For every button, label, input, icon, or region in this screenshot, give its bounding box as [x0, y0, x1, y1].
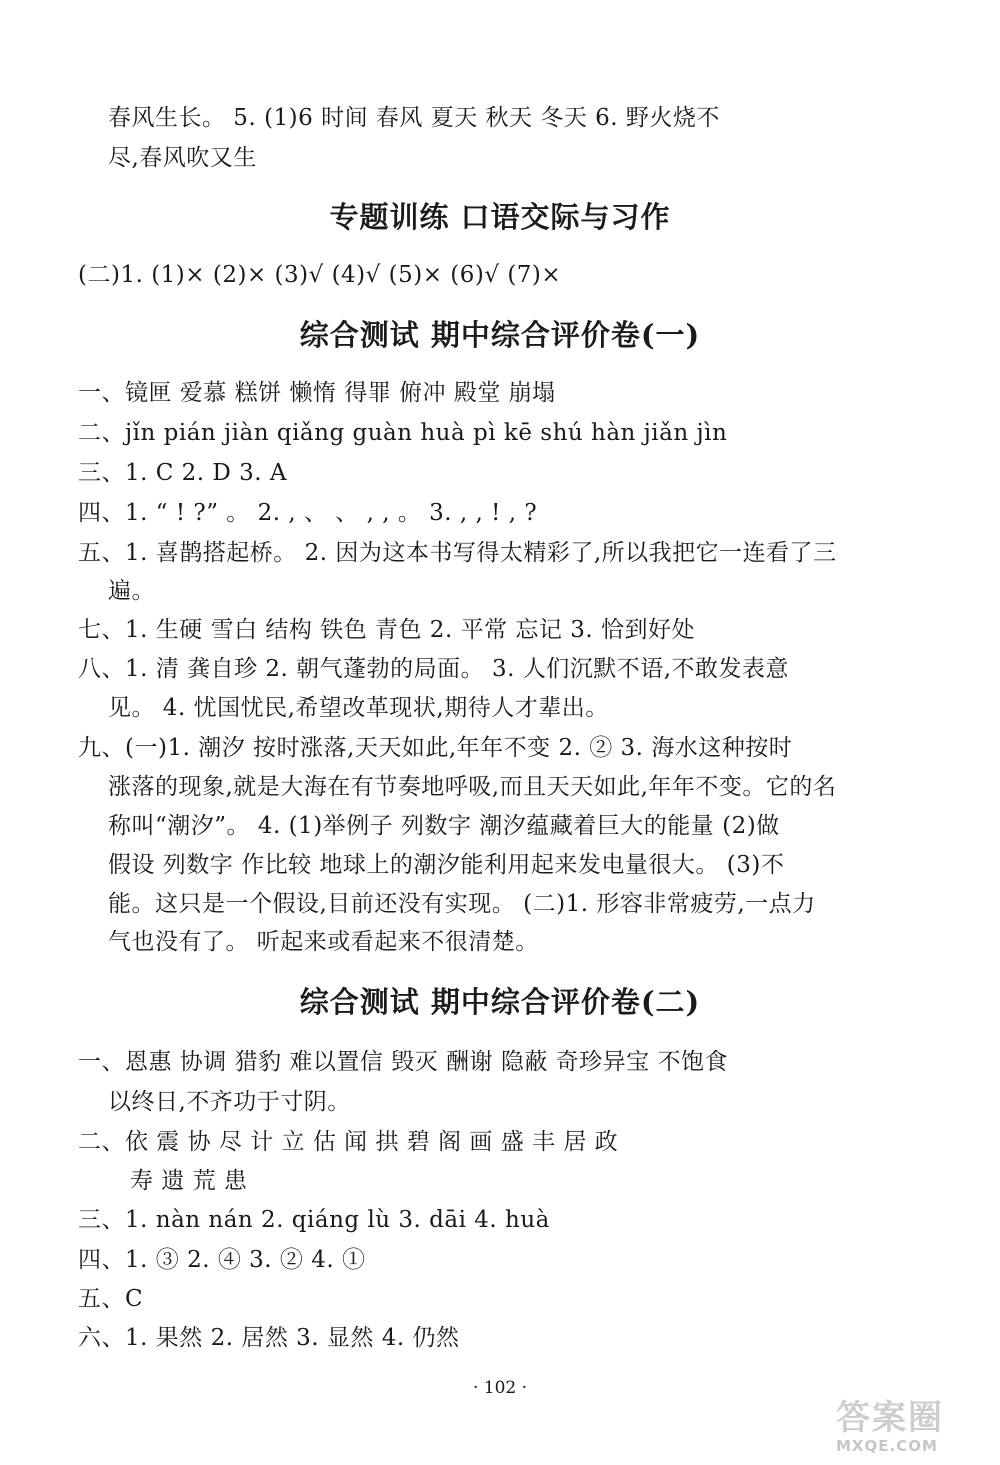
- text-line: 能。这只是一个假设,目前还没有实现。 (二)1. 形容非常疲劳,一点力: [108, 891, 816, 917]
- watermark-url: MXQE.COM: [836, 1437, 938, 1455]
- text-line: 遍。: [108, 578, 155, 604]
- text-line: 二、依 震 协 尽 计 立 估 闻 拱 碧 阁 画 盛 丰 居 政: [78, 1129, 619, 1155]
- watermark-logo-text: 答案圈: [836, 1398, 944, 1438]
- text-line: 九、(一)1. 潮汐 按时涨落,天天如此,年年不变 2. ② 3. 海水这种按时: [78, 735, 793, 761]
- text-line: 八、1. 清 龚自珍 2. 朝气蓬勃的局面。 3. 人们沉默不语,不敢发表意: [78, 656, 790, 682]
- text-line: 五、C: [78, 1286, 144, 1312]
- text-line: 见。 4. 忧国忧民,希望改革现状,期待人才辈出。: [108, 695, 609, 721]
- text-line: 五、1. 喜鹊搭起桥。 2. 因为这本书写得太精彩了,所以我把它一连看了三: [78, 540, 837, 566]
- section-heading: 综合测试 期中综合评价卷(二): [299, 985, 701, 1019]
- watermark-logo: [836, 1400, 986, 1460]
- section-heading: 综合测试 期中综合评价卷(一): [299, 318, 701, 352]
- text-line: 一、恩惠 协调 猎豹 难以置信 毁灭 酬谢 隐蔽 奇珍异宝 不饱食: [78, 1049, 728, 1075]
- text-line: 春风生长。 5. (1)6 时间 春风 夏天 秋天 冬天 6. 野火烧不: [108, 105, 720, 131]
- text-line: 一、镜匣 爱慕 糕饼 懒惰 得罪 俯冲 殿堂 崩塌: [78, 380, 556, 406]
- text-line: 二、jǐn pián jiàn qiǎng guàn huà pì kē shú hàn jiǎn jìn: [78, 420, 728, 446]
- text-line: 三、1. nàn nán 2. qiáng lù 3. dāi 4. huà: [78, 1207, 550, 1233]
- text-line: 六、1. 果然 2. 居然 3. 显然 4. 仍然: [78, 1325, 460, 1351]
- text-line: 涨落的现象,就是大海在有节奏地呼吸,而且天天如此,年年不变。它的名: [108, 774, 837, 800]
- text-line: 假设 列数字 作比较 地球上的潮汐能利用起来发电量很大。 (3)不: [108, 852, 785, 878]
- text-line: 称叫“潮汐”。 4. (1)举例子 列数字 潮汐蕴藏着巨大的能量 (2)做: [108, 813, 780, 839]
- text-line: 尽,春风吹又生: [108, 145, 257, 171]
- text-line: 四、1. ③ 2. ④ 3. ② 4. ①: [78, 1247, 366, 1273]
- section-heading: 专题训练 口语交际与习作: [329, 200, 671, 234]
- text-line: 三、1. C 2. D 3. A: [78, 460, 288, 486]
- text-line: 以终日,不齐功于寸阴。: [108, 1089, 351, 1115]
- text-line: 七、1. 生硬 雪白 结构 铁色 青色 2. 平常 忘记 3. 恰到好处: [78, 617, 695, 643]
- text-line: 气也没有了。 听起来或看起来不很清楚。: [108, 929, 539, 955]
- text-line: 四、1. “ ! ?” 。 2. , 、 、 , , 。 3. , , ! , ?: [78, 500, 538, 526]
- page-number: · 102 ·: [472, 1378, 528, 1398]
- text-line: 寿 遗 荒 患: [130, 1168, 248, 1194]
- text-line: (二)1. (1)× (2)× (3)√ (4)√ (5)× (6)√ (7)×: [78, 262, 562, 288]
